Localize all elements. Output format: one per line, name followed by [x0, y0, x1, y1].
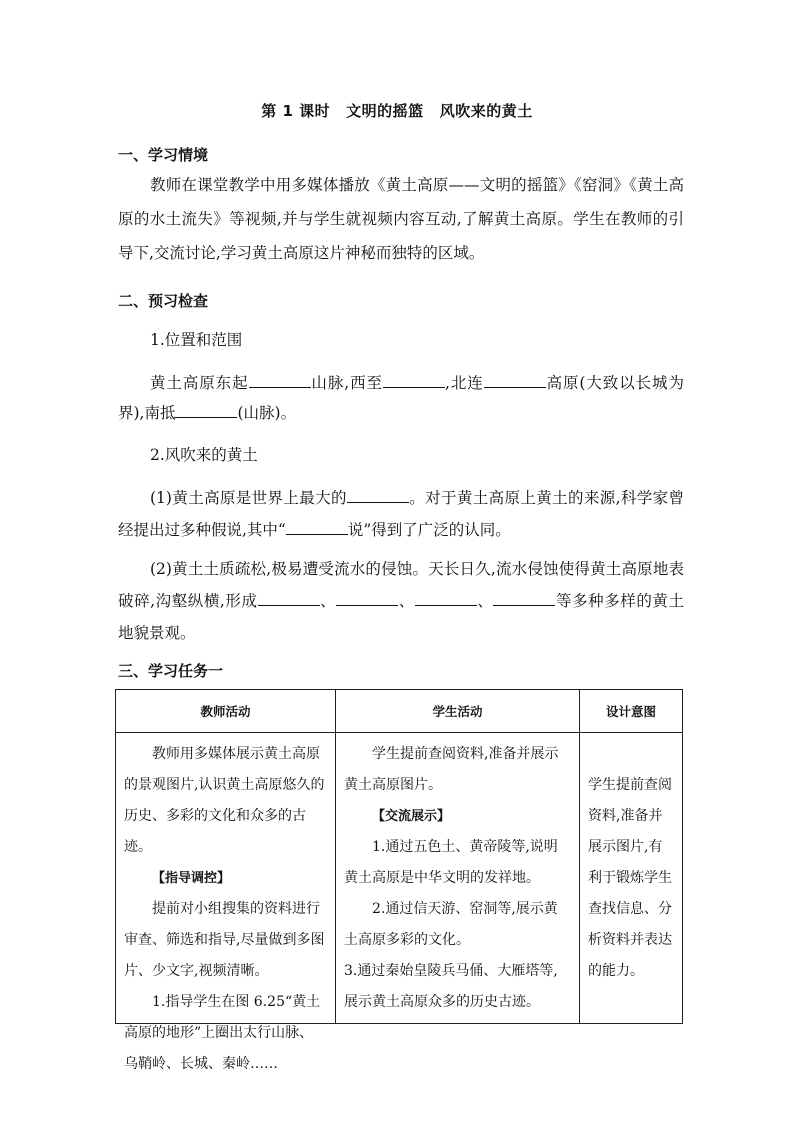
student-p2: 1.通过五色土、黄帝陵等,说明黄土高原是中华文明的发祥地。	[344, 839, 558, 886]
separator-2: 、	[398, 592, 415, 610]
design-intent-cell	[580, 733, 683, 1024]
teacher-guidance-heading: 【指导调控】	[152, 871, 231, 886]
table-row	[116, 733, 683, 1024]
title-lesson: 第 1 课时	[261, 102, 331, 120]
item2-2-text-e: 等多种多样的黄土地貌景观。	[118, 592, 684, 642]
item1-text-e: (山脉)。	[237, 404, 297, 422]
title-sub: 风吹来的黄土	[439, 102, 533, 120]
item2-1-fill-in	[118, 482, 684, 546]
blank-landform-2[interactable]	[336, 591, 398, 606]
section-heading-1: 一、学习情境	[118, 146, 209, 164]
item1-text-d: 高原(大致以长城为界),南抵	[118, 374, 684, 422]
teacher-p3: 1.指导学生在图 6.25“黄土高原的地形”上圈出太行山脉、乌鞘岭、长城、秦岭……	[124, 994, 321, 1072]
item1-text-c: ,北连	[444, 374, 484, 392]
header-teacher-activity: 教师活动	[116, 690, 336, 733]
task-table	[115, 689, 683, 1072]
item1-title: 1.位置和范围	[150, 331, 243, 349]
item1-fill-in	[118, 368, 684, 428]
item2-2-fill-in	[118, 553, 684, 649]
blank-south-mountain[interactable]	[175, 403, 237, 418]
blank-north-plateau[interactable]	[484, 373, 546, 388]
teacher-p1: 教师用多媒体展示黄土高原的景观图片,认识黄土高原悠久的历史、多彩的文化和众多的古迹。	[124, 746, 325, 855]
blank-landform-3[interactable]	[415, 591, 477, 606]
blank-landform-4[interactable]	[493, 591, 555, 606]
item2-1-text-b: 。对于黄土高原上黄土的来源,科学家曾经提出过多种假说,其中“	[118, 489, 684, 539]
header-design-intent: 设计意图	[580, 690, 683, 733]
blank-east-mountain[interactable]	[249, 373, 311, 388]
section-heading-3: 三、学习任务一	[118, 662, 224, 680]
teacher-p2: 提前对小组搜集的资料进行审查、筛选和指导,尽量做到多图片、少文字,视频清晰。	[124, 901, 325, 979]
item2-1-text-c: 说”得到了广泛的认同。	[347, 521, 511, 539]
blank-west[interactable]	[383, 373, 445, 388]
page-title	[0, 100, 794, 121]
student-showcase-heading: 【交流展示】	[372, 809, 451, 824]
separator-1: 、	[319, 592, 337, 610]
table-header-row	[116, 690, 683, 733]
item1-text-b: 山脉,西至	[310, 374, 383, 392]
student-p1: 学生提前查阅资料,准备并展示黄土高原图片。	[344, 746, 559, 793]
student-p3: 2.通过信天游、窑洞等,展示黄土高原多彩的文化。	[344, 901, 558, 948]
item2-1-text-a: (1)黄土高原是世界上最大的	[150, 489, 347, 507]
section1-paragraph: 教师在课堂教学中用多媒体播放《黄土高原——文明的摇篮》《窑洞》《黄土高原的水土流失》等视频,并与学生就视频内容互动,了解黄土高原。学生在教师的引导下,交流讨论,学习黄土高原这片神秘而独特的区域。	[118, 176, 684, 262]
separator-3: 、	[476, 592, 494, 610]
student-activity-cell	[336, 733, 580, 1024]
title-main: 文明的摇篮	[346, 102, 424, 120]
blank-landform-1[interactable]	[258, 591, 320, 606]
header-student-activity: 学生活动	[336, 690, 580, 733]
student-p4: 3.通过秦始皇陵兵马俑、大雁塔等,展示黄土高原众多的历史古迹。	[344, 963, 558, 1010]
item2-2-text-a: (2)黄土土质疏松,极易遭受流水的侵蚀。天长日久,流水侵蚀使得黄土高原地表破碎,沟壑纵横,形成	[118, 560, 684, 610]
item2-title: 2.风吹来的黄土	[150, 446, 258, 464]
section-heading-2: 二、预习检查	[118, 292, 209, 310]
teacher-activity-cell	[116, 733, 336, 1072]
design-intent-text: 学生提前查阅资料,准备并展示图片,有利于锻炼学生查找信息、分析资料并表达的能力。	[588, 776, 672, 979]
blank-hypothesis[interactable]	[286, 520, 348, 535]
item1-text-a: 黄土高原东起	[150, 374, 249, 392]
blank-largest[interactable]	[347, 488, 409, 503]
